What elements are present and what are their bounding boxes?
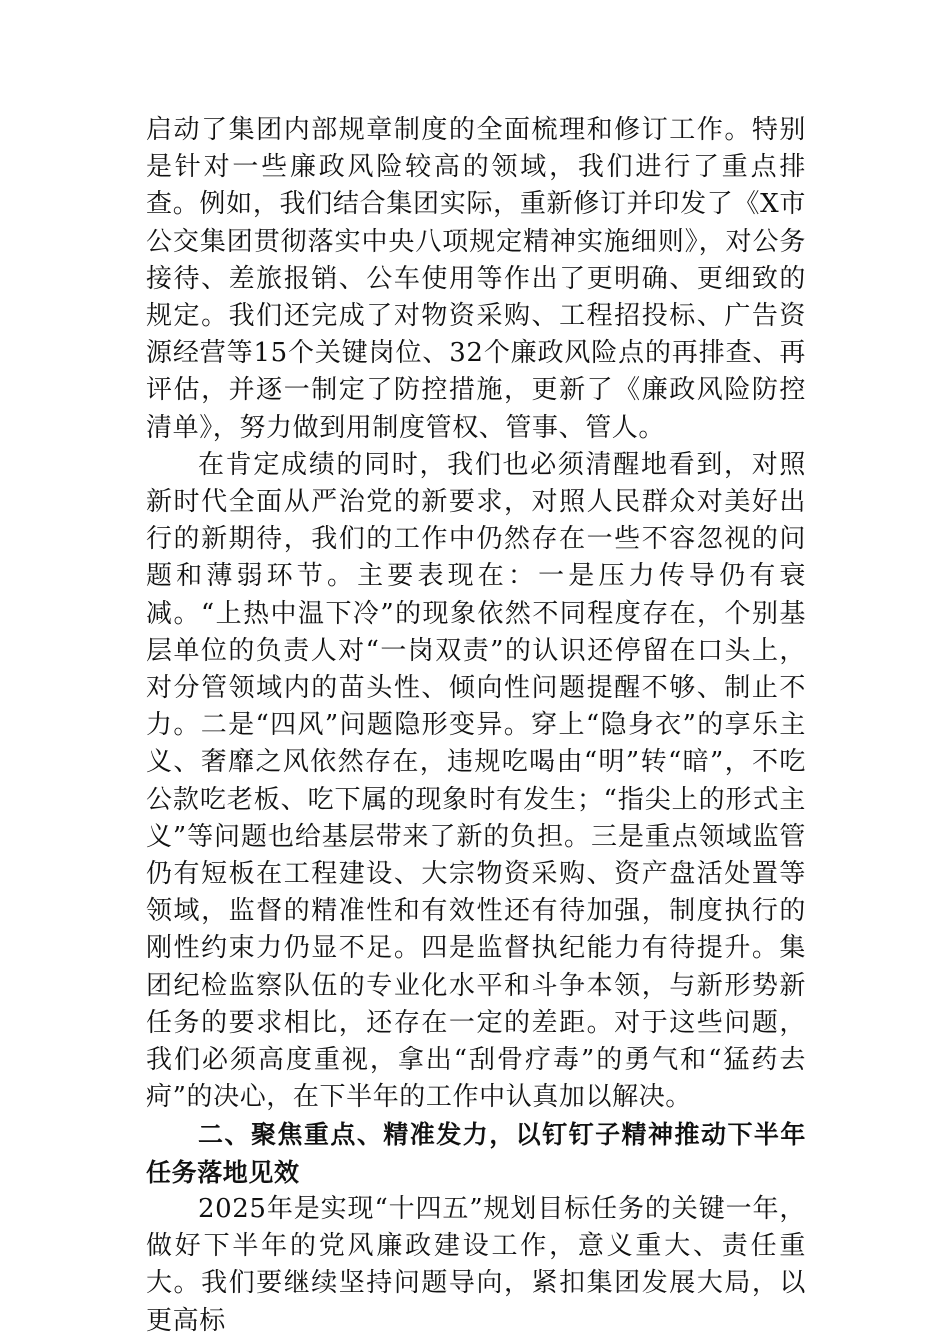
- document-body: [146, 112, 806, 1340]
- section-heading: 二、聚焦重点、精准发力，以钉钉子精神推动下半年任务落地见效: [146, 1120, 806, 1187]
- paragraph-problems: 在肯定成绩的同时，我们也必须清醒地看到，对照新时代全面从严治党的新要求，对照人民群众对美好出行的新期待，我们的工作中仍然存在一些不容忽视的问题和薄弱环节。主要表现在：一是压力传导仍有衰减。“上热中温下冷”的现象依然不同程度存在，个别基层单位的负责人对“一岗双责”的认识还停留在口头上，对分管领域内的苗头性、倾向性问题提醒不够、制止不力。二是“四风”问题隐形变异。穿上“隐身衣”的享乐主义、奢靡之风依然存在，违规吃喝由“明”转“暗”，不吃公款吃老板、吃下属的现象时有发生；“指尖上的形式主义”等问题也给基层带来了新的负担。三是重点领域监管仍有短板在工程建设、大宗物资采购、资产盘活处置等领域，监督的精准性和有效性还有待加强，制度执行的刚性约束力仍显不足。四是监督执纪能力有待提升。集团纪检监察队伍的专业化水平和斗争本领，与新形势新任务的要求相比，还存在一定的差距。对于这些问题，我们必须高度重视，拿出“刮骨疗毒”的勇气和“猛药去疴”的决心，在下半年的工作中认真加以解决。: [146, 449, 806, 1113]
- paragraph-continuation: 启动了集团内部规章制度的全面梳理和修订工作。特别是针对一些廉政风险较高的领域，我们进行了重点排查。例如，我们结合集团实际，重新修订并印发了《X市公交集团贯彻落实中央八项规定精神实施细则》，对公务接待、差旅报销、公车使用等作出了更明确、更细致的规定。我们还完成了对物资采购、工程招投标、广告资源经营等15个关键岗位、32个廉政风险点的再排查、再评估，并逐一制定了防控措施，更新了《廉政风险防控清单》，努力做到用制度管权、管事、管人。: [146, 115, 806, 443]
- paragraph-2025-tasks: 2025年是实现“十四五”规划目标任务的关键一年，做好下半年的党风廉政建设工作，意义重大、责任重大。我们要继续坚持问题导向，紧扣集团发展大局，以更高标: [146, 1193, 806, 1336]
